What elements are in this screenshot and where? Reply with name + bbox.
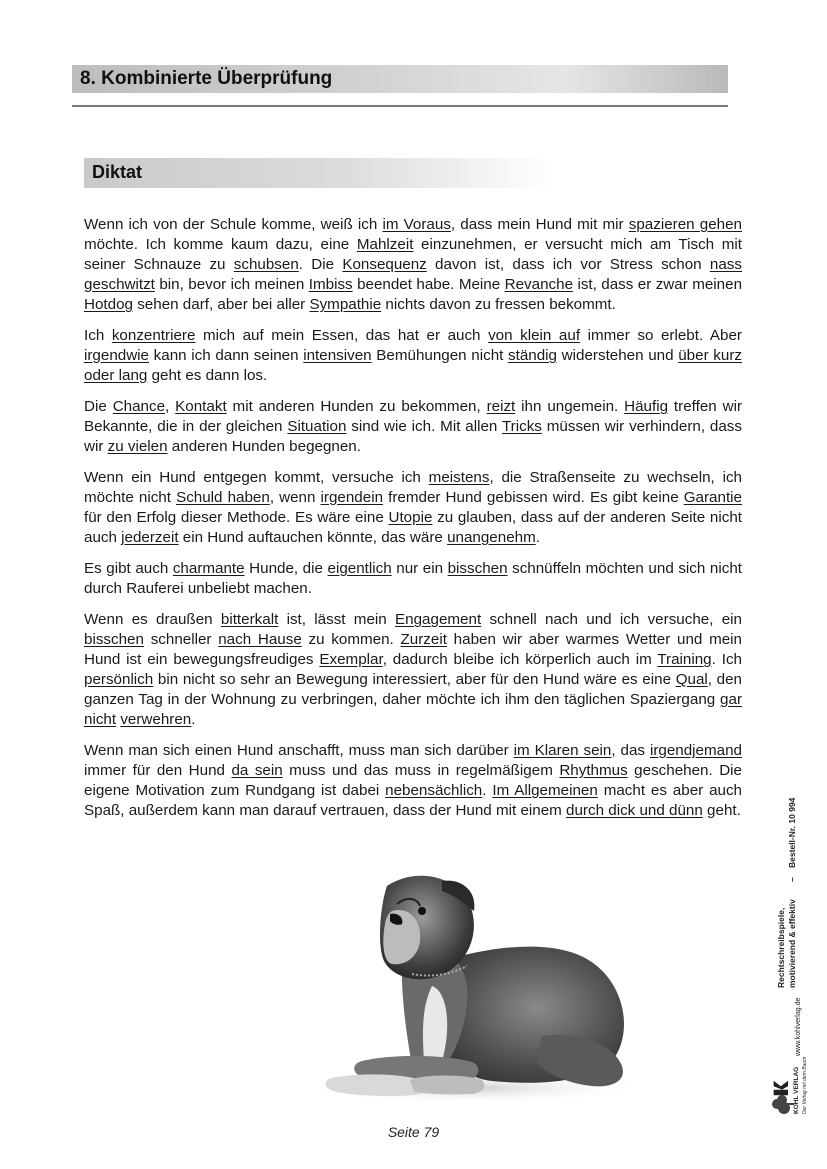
underlined-word: irgendjemand	[649, 742, 742, 759]
text-run: schnüffeln möchten und sich nicht durch Rauferei unbeliebt machen.	[84, 560, 742, 597]
underlined-word: spazieren gehen	[628, 216, 742, 233]
underlined-word: nass geschwitzt	[84, 256, 742, 293]
dictation-paragraph	[84, 741, 742, 821]
text-run: .	[482, 782, 493, 799]
text-run: bin, bevor ich meinen	[154, 276, 309, 293]
text-run: Ich	[84, 327, 112, 344]
text-run: einzunehmen, er versucht mich am Tisch mit seiner Schnauze zu	[84, 236, 742, 273]
text-run: macht es aber auch Spaß, außerdem kann man darauf vertrauen, dass der Hund mit einem	[84, 782, 743, 819]
text-run: . Die	[298, 256, 343, 273]
text-run: Es gibt auch	[84, 560, 173, 577]
underlined-word: meistens	[428, 469, 490, 486]
text-run: ist, dass er zwar meinen	[573, 276, 743, 293]
underlined-word: bisschen	[84, 631, 144, 648]
underlined-word: Tricks	[501, 418, 542, 435]
text-run: Hunde, die	[244, 560, 328, 577]
underlined-word: verwehren	[120, 711, 192, 728]
text-run: nur ein	[391, 560, 448, 577]
text-run: anderen Hunden begegnen.	[167, 438, 361, 455]
text-run: zu glauben, dass auf der anderen Seite nicht auch	[84, 509, 742, 546]
underlined-word: nebensächlich	[385, 782, 483, 799]
publisher-slogan: Der Verlag mit dem Baum	[802, 1056, 808, 1114]
dictation-text	[84, 215, 742, 832]
separator-dash: –	[787, 877, 797, 882]
book-subtitle: motivierend & effektiv	[787, 899, 797, 988]
underlined-word: Konsequenz	[342, 256, 427, 273]
underlined-word: Im Allgemeinen	[492, 782, 598, 799]
underlined-word: Exemplar	[319, 651, 383, 668]
underlined-word: Engagement	[395, 611, 482, 628]
underlined-word: Mahlzeit	[356, 236, 414, 253]
underlined-word: Revanche	[504, 276, 574, 293]
publisher-url: www.kohlverlag.de	[795, 997, 802, 1056]
underlined-word: Sympathie	[309, 296, 382, 313]
text-run: schnell nach und ich versuche, ein	[481, 611, 742, 628]
text-run: mit anderen Hunden zu bekommen,	[226, 398, 487, 415]
text-run: davon ist, dass ich vor Stress schon	[426, 256, 710, 273]
text-run: immer für den Hund	[84, 762, 232, 779]
underlined-word: Häufig	[624, 398, 669, 415]
text-run: geht.	[702, 802, 741, 819]
text-run: Die	[84, 398, 113, 415]
text-run: , den ganzen Tag in der Wohnung zu verbringen, daher möchte ich ihm den täglichen Spaziergang	[84, 671, 743, 708]
chapter-header-bar	[72, 65, 728, 93]
underlined-word: durch dick und dünn	[566, 802, 703, 819]
underlined-word: persönlich	[84, 671, 154, 688]
text-run: geht es dann los.	[147, 367, 268, 384]
publisher-name: KOHL VERLAG	[793, 1066, 800, 1114]
dictation-paragraph	[84, 468, 742, 548]
text-run: Wenn es draußen	[84, 611, 221, 628]
text-run: .	[191, 711, 196, 728]
underlined-word: von klein auf	[488, 327, 581, 344]
underlined-word: schubsen	[233, 256, 299, 273]
text-run: .	[535, 529, 540, 546]
underlined-word: Training	[657, 651, 712, 668]
underlined-word: im Voraus	[382, 216, 451, 233]
text-run: nichts davon zu fressen bekommt.	[381, 296, 616, 313]
text-run: fremder Hund gebissen wird. Es gibt keine	[383, 489, 684, 506]
text-run: , wenn	[269, 489, 321, 506]
underlined-word: reizt	[486, 398, 516, 415]
underlined-word: Situation	[287, 418, 347, 435]
underlined-word: konzentriere	[111, 327, 196, 344]
text-run: Wenn man sich einen Hund anschafft, muss man sich darüber	[84, 742, 514, 759]
underlined-word: über kurz oder lang	[84, 347, 742, 384]
text-run: schneller	[143, 631, 219, 648]
underlined-word: im Klaren sein	[513, 742, 612, 759]
underlined-word: jederzeit	[121, 529, 179, 546]
section-header-bar	[84, 158, 554, 188]
text-run: Bemühungen nicht	[371, 347, 509, 364]
underlined-word: zu vielen	[107, 438, 168, 455]
text-run: für den Erfolg dieser Methode. Es wäre eine	[84, 509, 389, 526]
text-run: Wenn ich von der Schule komme, weiß ich	[84, 216, 383, 233]
chapter-title: 8. Kombinierte Überprüfung	[80, 68, 333, 89]
underlined-word: Kontakt	[175, 398, 227, 415]
underlined-word: Zurzeit	[400, 631, 447, 648]
underlined-word: bitterkalt	[220, 611, 279, 628]
text-run: treffen wir Bekannte, die in der gleichen	[84, 398, 743, 435]
dictation-paragraph	[84, 610, 742, 730]
underlined-word: Hotdog	[84, 296, 133, 313]
underlined-word: Schuld haben	[176, 489, 270, 506]
text-run: bin nicht so sehr an Bewegung interessiert, aber für den Hund wäre es eine	[153, 671, 676, 688]
text-run: widerstehen und	[557, 347, 679, 364]
publisher-sidebar	[770, 768, 814, 1118]
text-run: , die Straßenseite zu wechseln, ich möchte nicht	[84, 469, 742, 506]
book-title: Rechtschreibspiele,	[776, 907, 786, 988]
chapter-divider	[72, 105, 728, 107]
text-run: ist, lässt mein	[278, 611, 396, 628]
text-run: , das	[611, 742, 650, 759]
text-run: , dass mein Hund mit mir	[450, 216, 629, 233]
dictation-paragraph	[84, 215, 742, 315]
underlined-word: Rhythmus	[559, 762, 628, 779]
text-run: ,	[165, 398, 176, 415]
page-number: Seite 79	[387, 1124, 440, 1140]
text-run: immer so erlebt. Aber	[580, 327, 742, 344]
underlined-word: nach Hause	[218, 631, 302, 648]
order-number: Bestell-Nr. 10 994	[787, 797, 797, 868]
underlined-word: Qual	[675, 671, 708, 688]
underlined-word: Imbiss	[308, 276, 353, 293]
underlined-word: intensiven	[303, 347, 372, 364]
text-run: kann ich dann seinen	[149, 347, 304, 364]
text-run: möchte. Ich komme kaum dazu, eine	[84, 236, 357, 253]
underlined-word: irgendein	[320, 489, 384, 506]
underlined-word: unangenehm	[447, 529, 536, 546]
text-run: ihn ungemein.	[515, 398, 625, 415]
underlined-word: bisschen	[447, 560, 508, 577]
underlined-word: ständig	[508, 347, 558, 364]
underlined-word: charmante	[172, 560, 245, 577]
text-run: sehen darf, aber bei aller	[132, 296, 310, 313]
dictation-paragraph	[84, 559, 742, 599]
underlined-word: irgendwie	[84, 347, 150, 364]
text-run: ein Hund auftauchen könnte, das wäre	[178, 529, 448, 546]
text-run: sind wie ich. Mit allen	[346, 418, 502, 435]
underlined-word: Chance	[112, 398, 166, 415]
text-run: , dadurch bleibe ich körperlich auch im	[382, 651, 658, 668]
text-run: zu kommen.	[301, 631, 401, 648]
underlined-word: gar nicht	[84, 691, 742, 728]
text-run: beendet habe. Meine	[352, 276, 505, 293]
dictation-paragraph	[84, 397, 742, 457]
underlined-word: da sein	[231, 762, 283, 779]
text-run: haben wir aber warmes Wetter und mein Hund ist ein bewegungsfreudiges	[84, 631, 742, 668]
section-title: Diktat	[92, 162, 143, 182]
text-run: geschehen. Die eigene Motivation zum Rundgang ist dabei	[84, 762, 742, 799]
text-run: Wenn ein Hund entgegen kommt, versuche ich	[84, 469, 429, 486]
text-run: . Ich	[711, 651, 742, 668]
underlined-word: Utopie	[388, 509, 433, 526]
underlined-word: eigentlich	[327, 560, 392, 577]
text-run: müssen wir verhindern, dass wir	[84, 418, 742, 455]
boxer-dog-image	[292, 866, 642, 1104]
text-run: mich auf mein Essen, das hat er auch	[195, 327, 489, 344]
text-run: muss und das muss in regelmäßigem	[282, 762, 560, 779]
dictation-paragraph	[84, 326, 742, 386]
underlined-word: Garantie	[683, 489, 742, 506]
